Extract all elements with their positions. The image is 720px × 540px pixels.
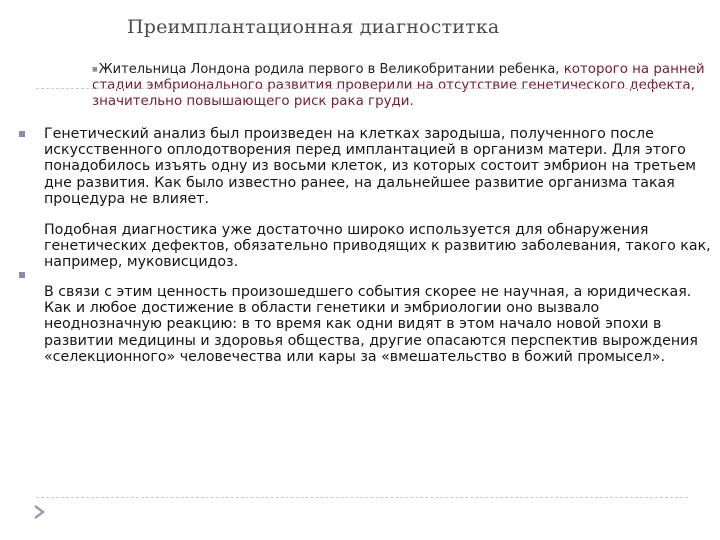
paragraph-diagnostics-usage: Подобная диагностика уже достаточно широко используется для обнаружения генетических дефектов, обязательно приводящих к развитию заболевания, такого как, например, муковисцидоз.	[44, 222, 711, 271]
intro-note	[92, 62, 718, 110]
intro-note-lead: Жительница Лондона родила первого в Великобритании ребенка,	[98, 62, 560, 77]
bullet-icon	[19, 272, 25, 278]
header-divider	[36, 88, 688, 89]
intro-note-highlight: которого на ранней стадии эмбрионального развития проверили на отсутствие генетического дефекта, значительно повышающего риск рака груди.	[92, 62, 705, 109]
paragraph-significance: В связи с этим ценность произошедшего события скорее не научная, а юридическая. Как и любое достижение в области генетики и эмбриологии оно вызвало неоднозначную реакцию: в то время как одни видят в этом начало новой эпохи в развитии медицины и здоровья общества, другие опасаются перспектив вырождения «селекционного» человечества или кары за «вмешательство в божий промысел».	[44, 284, 698, 365]
slide-title: Преимплантационная диагноститка	[127, 16, 500, 38]
bullet-icon: ■	[92, 66, 98, 73]
paragraph-genetic-analysis: Генетический анализ был произведен на клетках зародыша, полученного после искусственного оплодотворения перед имплантацией в организм матери. Для этого понадобилось изъять одну из восьми клеток, из которых состоит эмбрион на третьем дне развития. Как было известно ранее, на дальнейшее развитие организма такая процедура не влияет.	[44, 126, 697, 207]
bullet-icon	[19, 131, 25, 137]
chevron-icon	[33, 504, 47, 520]
footer-divider	[36, 497, 688, 498]
